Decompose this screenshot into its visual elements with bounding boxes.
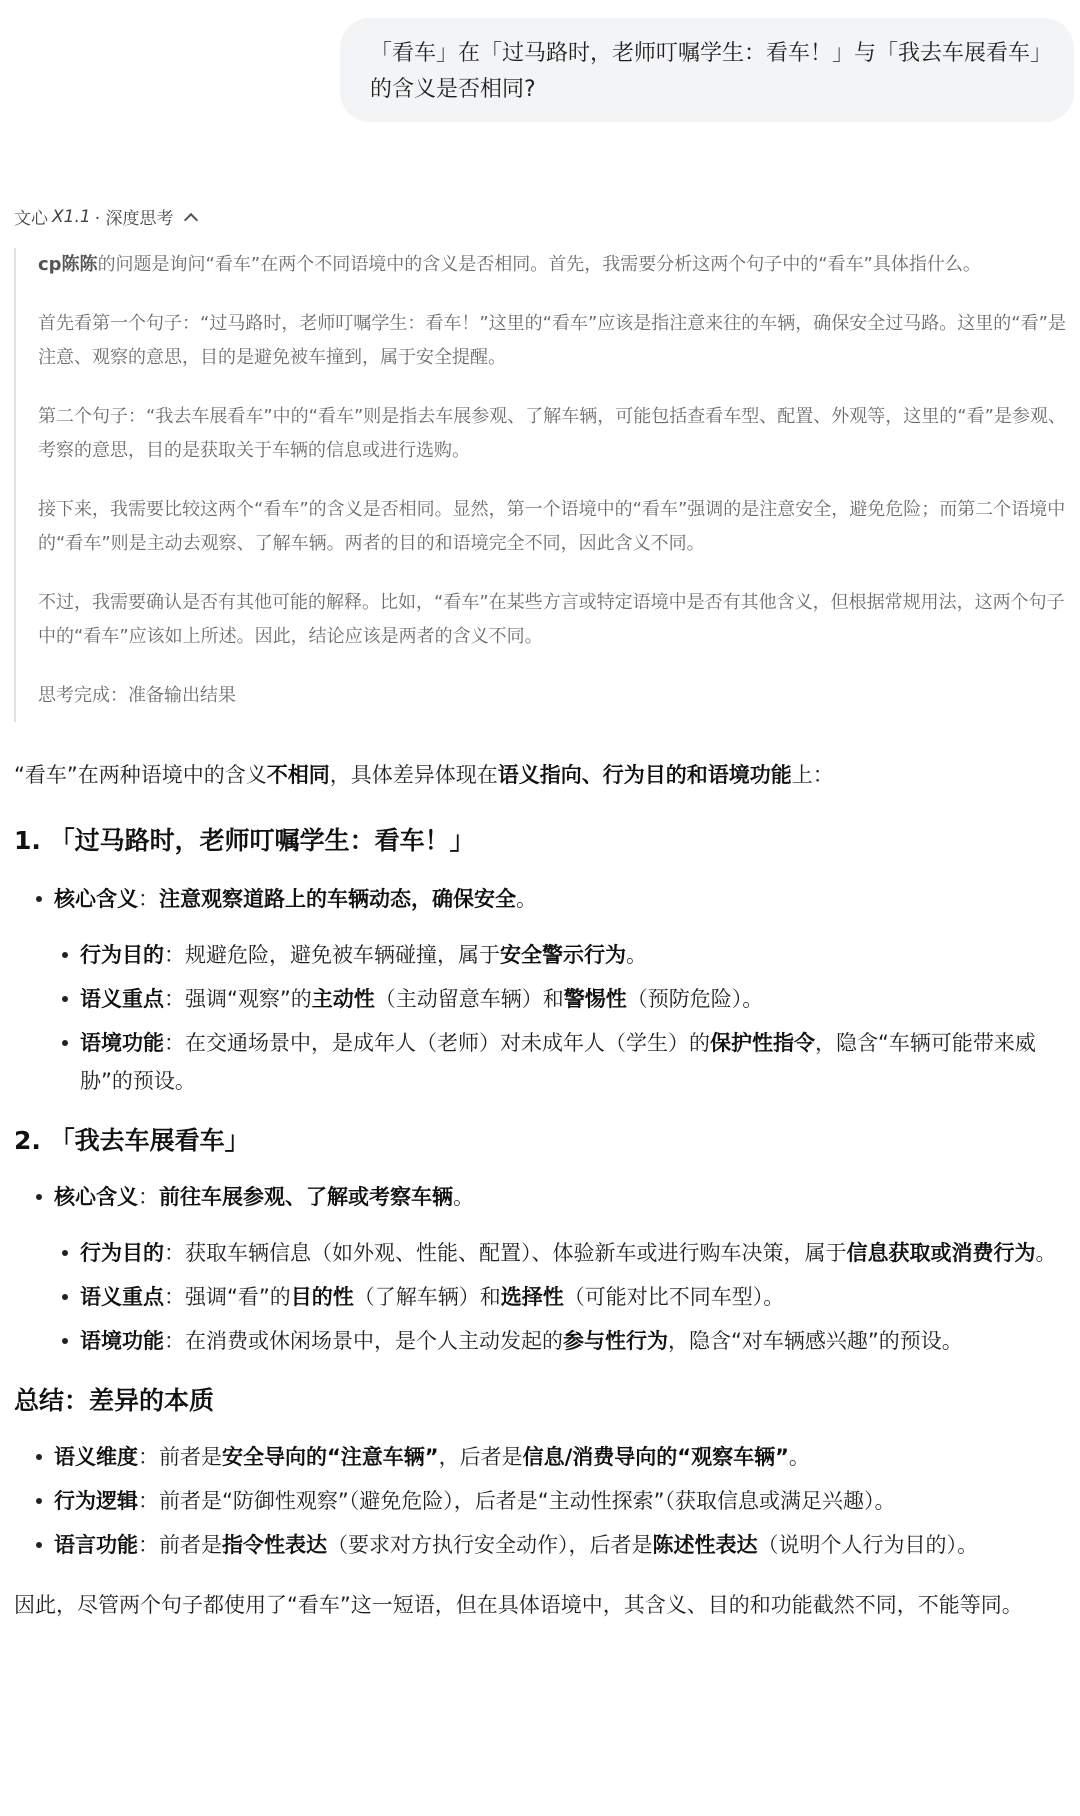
- text: ：前者是: [138, 1533, 222, 1557]
- item-label: 语言功能: [54, 1533, 138, 1557]
- item-label: 核心含义: [54, 887, 138, 911]
- user-message-line: 的含义是否相同?: [370, 77, 536, 102]
- text: （说明个人行为目的）。: [757, 1533, 978, 1557]
- list-item: [14, 1526, 1074, 1564]
- text: ，隐含“车辆可能带来威胁”的预设。: [80, 1031, 1036, 1093]
- model-version: X1.1: [52, 206, 91, 227]
- answer-intro: [14, 756, 1074, 794]
- text: （了解车辆）和: [353, 1285, 501, 1309]
- text: ：在消费或休闲场景中，是个人主动发起的: [164, 1329, 563, 1353]
- thinking-mode-label: · 深度思考: [94, 209, 174, 229]
- thinking-paragraph: 不过，我需要确认是否有其他可能的解释。比如，“看车”在某些方言或特定语境中是否有其他含义，但根据常规用法，这两个句子中的“看车”应该如上所述。因此，结论应该是两者的含义不同。: [38, 592, 1065, 647]
- bold-text: 目的性: [290, 1285, 354, 1309]
- text: ：获取车辆信息（如外观、性能、配置）、体验新车或进行购车决策，属于: [164, 1241, 847, 1265]
- text: ：规避危险，避免被车辆碰撞，属于: [164, 943, 500, 967]
- item-label: 语境功能: [80, 1329, 164, 1353]
- text: ：前者是“防御性观察”（避免危险），后者是“主动性探索”（获取信息或满足兴趣）。: [138, 1489, 896, 1513]
- sub-list-item: [14, 1322, 1074, 1360]
- thinking-paragraph: [38, 248, 1074, 282]
- bold-text: 语义指向、行为目的和语境功能: [497, 763, 792, 787]
- item-label: 语境功能: [80, 1031, 164, 1055]
- thinking-paragraph: 首先看第一个句子：“过马路时，老师叮嘱学生：看车！”这里的“看车”应该是指注意来往的车辆，确保安全过马路。这里的“看”是注意、观察的意思，目的是避免被车撞到，属于安全提醒。: [38, 313, 1066, 368]
- sub-list-item: 行为目的：获取车辆信息（如外观、性能、配置）、体验新车或进行购车决策，属于信息获取或消费行为。: [14, 1234, 1074, 1272]
- item-label: 行为逻辑: [54, 1489, 138, 1513]
- bold-text: 前往车展参观、了解或考察车辆: [159, 1185, 453, 1209]
- bold-text: 选择性: [500, 1285, 564, 1309]
- bold-text: 安全导向的“注意车辆”: [222, 1445, 439, 1469]
- item-label: 行为目的: [80, 943, 164, 967]
- text: （可能对比不同车型）。: [563, 1285, 785, 1309]
- list-item: 核心含义：注意观察道路上的车辆动态，确保安全。: [14, 880, 1074, 918]
- list-item: [14, 1482, 1074, 1520]
- list-item: 核心含义：前往车展参观、了解或考察车辆。: [14, 1178, 1074, 1216]
- text: “看车”在两种语境中的含义: [14, 763, 267, 787]
- text: 。: [788, 1445, 810, 1469]
- bold-text: 参与性行为: [563, 1329, 668, 1353]
- bold-text: 警惕性: [563, 987, 627, 1011]
- text: ，后者是: [438, 1445, 523, 1469]
- bold-text: 主动性: [311, 987, 375, 1011]
- text: （主动留意车辆）和: [374, 987, 564, 1011]
- user-message-bubble: [340, 18, 1074, 122]
- text: （预防危险）。: [626, 987, 764, 1011]
- user-message-line: 「看车」在「过马路时，老师叮嘱学生：看车！」与「我去车展看车」: [370, 41, 1053, 66]
- bold-text: 陈述性表达: [652, 1533, 758, 1557]
- sub-list-item: 行为目的：规避危险，避免被车辆碰撞，属于安全警示行为。: [14, 936, 1074, 974]
- answer-conclusion: 因此，尽管两个句子都使用了“看车”这一短语，但在具体语境中，其含义、目的和功能截然不同，不能等同。: [14, 1593, 1023, 1617]
- item-label: 行为目的: [80, 1241, 164, 1265]
- item-label: 核心含义: [54, 1185, 138, 1209]
- answer-block: [14, 756, 1074, 1624]
- text: ，隐含“对车辆感兴趣”的预设。: [668, 1329, 963, 1353]
- sub-list-item: [14, 1278, 1074, 1316]
- thinking-toggle[interactable]: [14, 204, 196, 229]
- bold-text: 安全警示行为: [500, 943, 626, 967]
- bold-text: 注意观察道路上的车辆动态，确保安全: [159, 887, 516, 911]
- list-item: [14, 1438, 1074, 1476]
- user-mention: cp陈陈: [38, 254, 98, 275]
- bold-text: 保护性指令: [710, 1031, 815, 1055]
- thinking-status: 思考完成：准备输出结果: [38, 685, 236, 706]
- text: （要求对方执行安全动作），后者是: [327, 1533, 653, 1557]
- bold-text: 不相同: [266, 763, 330, 787]
- section-heading: 总结：差异的本质: [14, 1386, 215, 1415]
- sub-list-item: [14, 1024, 1074, 1100]
- text: ：强调“观察”的: [164, 987, 312, 1011]
- thinking-paragraph: 第二个句子：“我去车展看车”中的“看车”则是指去车展参观、了解车辆，可能包括查看车型、配置、外观等，这里的“看”是参观、考察的意思，目的是获取关于车辆的信息或进行选购。: [38, 406, 1066, 461]
- model-name: 文心: [14, 209, 48, 229]
- thinking-paragraph: 接下来，我需要比较这两个“看车”的含义是否相同。显然，第一个语境中的“看车”强调的是注意安全，避免危险；而第二个语境中的“看车”则是主动去观察、了解车辆。两者的目的和语境完全不同，因此含义不同。: [38, 499, 1066, 554]
- text: ：强调“看”的: [164, 1285, 291, 1309]
- text: ，具体差异体现在: [329, 763, 498, 787]
- text: ：在交通场景中，是成年人（老师）对未成年人（学生）的: [164, 1031, 710, 1055]
- thinking-block: [14, 248, 1074, 722]
- item-label: 语义重点: [80, 1285, 164, 1309]
- chevron-up-icon[interactable]: [183, 212, 197, 226]
- sub-list-item: [14, 980, 1074, 1018]
- thinking-text: 的问题是询问“看车”在两个不同语境中的含义是否相同。首先，我需要分析这两个句子中的“看车”具体指什么。: [97, 254, 981, 275]
- text: ：前者是: [138, 1445, 222, 1469]
- text: 上：: [791, 763, 834, 787]
- bold-text: 指令性表达: [222, 1533, 327, 1557]
- bold-text: 信息/消费导向的“观察车辆”: [522, 1445, 789, 1469]
- item-label: 语义维度: [54, 1445, 138, 1469]
- item-label: 语义重点: [80, 987, 164, 1011]
- section-heading: 1. 「过马路时，老师叮嘱学生：看车！」: [14, 826, 475, 855]
- section-heading: 2. 「我去车展看车」: [14, 1126, 250, 1155]
- bold-text: 信息获取或消费行为: [846, 1241, 1036, 1265]
